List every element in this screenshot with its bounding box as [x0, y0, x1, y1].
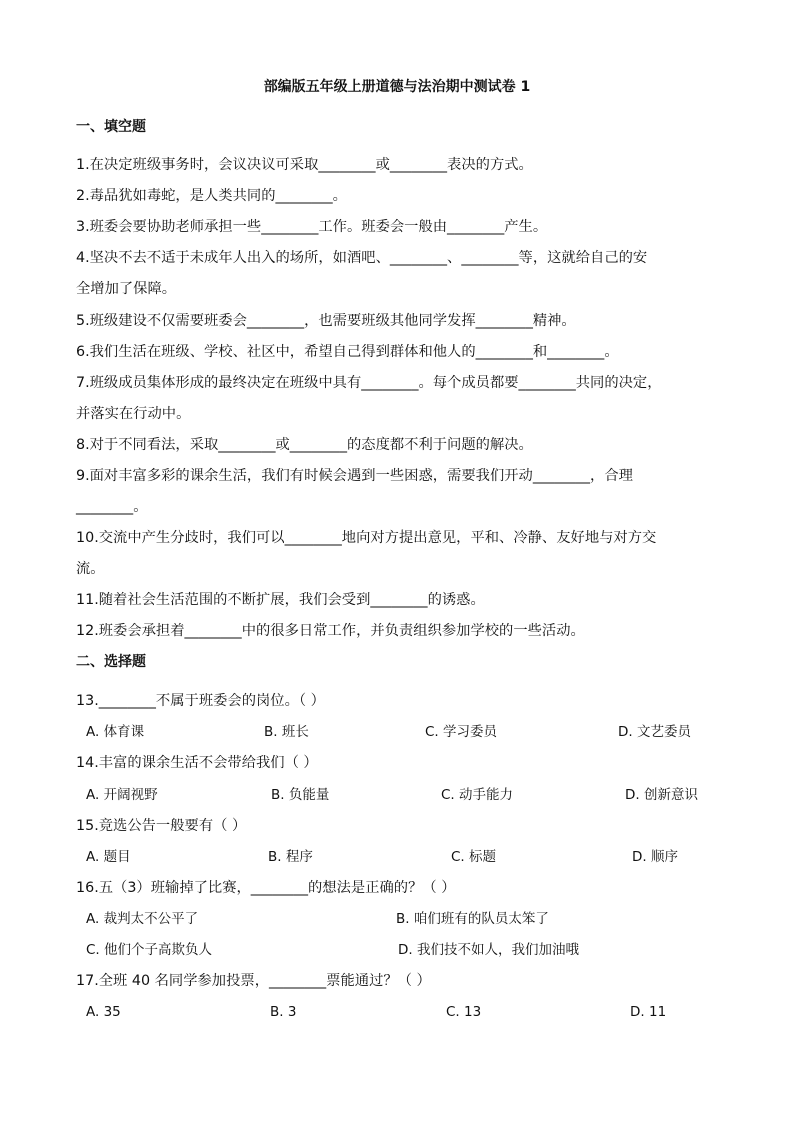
- option-c: C. 标题: [451, 849, 497, 865]
- option-d: D. 创新意识: [625, 787, 698, 803]
- option-a: A. 体育课: [86, 724, 145, 740]
- question-line-continuation: 流。: [76, 561, 105, 577]
- option-c: C. 学习委员: [425, 724, 498, 740]
- option-a: A. 裁判太不公平了: [86, 911, 199, 927]
- option-c: C. 13: [446, 1004, 482, 1020]
- question-line-continuation: ________。: [76, 499, 148, 515]
- question-line: 7.班级成员集体形成的最终决定在班级中具有________。每个成员都要________共同的决定，: [76, 375, 662, 391]
- question-line: 9.面对丰富多彩的课余生活，我们有时候会遇到一些困惑，需要我们开动________，合理: [76, 468, 633, 484]
- option-a: A. 35: [86, 1004, 121, 1020]
- question-line-continuation: 并落实在行动中。: [76, 406, 191, 422]
- question-line: 4.坚决不去不适于未成年人出入的场所，如酒吧、________、________等，这就给自己的安: [76, 250, 648, 266]
- question-stem: 13.________不属于班委会的岗位。（ ）: [76, 693, 325, 709]
- option-d: D. 文艺委员: [618, 724, 691, 740]
- option-b: B. 班长: [264, 724, 309, 740]
- question-line: 10.交流中产生分歧时，我们可以________地向对方提出意见，平和、冷静、友好地与对方交: [76, 530, 657, 546]
- question-stem: 14.丰富的课余生活不会带给我们（ ）: [76, 755, 318, 771]
- question-line: 11.随着社会生活范围的不断扩展，我们会受到________的诱惑。: [76, 592, 485, 608]
- option-b: B. 3: [270, 1004, 297, 1020]
- question-stem: 17.全班 40 名同学参加投票，________票能通过？（ ）: [76, 973, 431, 989]
- question-line: 6.我们生活在班级、学校、社区中，希望自己得到群体和他人的________和________。: [76, 344, 619, 360]
- option-d: D. 11: [630, 1004, 667, 1020]
- question-line: 8.对于不同看法，采取________或________的态度都不利于问题的解决。: [76, 437, 533, 453]
- question-line: 5.班级建设不仅需要班委会________，也需要班级其他同学发挥________精神。: [76, 313, 576, 329]
- question-line: 1.在决定班级事务时，会议决议可采取________或________表决的方式。: [76, 157, 533, 173]
- option-a: A. 开阔视野: [86, 787, 158, 803]
- option-b: B. 咱们班有的队员太笨了: [396, 911, 549, 927]
- option-d: D. 顺序: [632, 849, 678, 865]
- question-line: 3.班委会要协助老师承担一些________工作。班委会一般由________产生。: [76, 219, 548, 235]
- section-heading-multiple-choice: 二、选择题: [76, 654, 146, 670]
- option-c: C. 动手能力: [441, 787, 514, 803]
- question-stem: 16.五（3）班输掉了比赛，________的想法是正确的？（ ）: [76, 880, 456, 896]
- option-d: D. 我们技不如人，我们加油哦: [398, 942, 579, 958]
- option-b: B. 负能量: [271, 787, 330, 803]
- section-heading-fill-in: 一、填空题: [76, 119, 146, 135]
- option-b: B. 程序: [268, 849, 313, 865]
- question-line-continuation: 全增加了保障。: [76, 281, 177, 297]
- page-title: 部编版五年级上册道德与法治期中测试卷 1: [263, 79, 531, 95]
- option-a: A. 题目: [86, 849, 131, 865]
- question-line: 12.班委会承担着________中的很多日常工作，并负责组织参加学校的一些活动。: [76, 623, 585, 639]
- question-stem: 15.竞选公告一般要有（ ）: [76, 818, 247, 834]
- question-line: 2.毒品犹如毒蛇，是人类共同的________。: [76, 188, 347, 204]
- option-c: C. 他们个子高欺负人: [86, 942, 213, 958]
